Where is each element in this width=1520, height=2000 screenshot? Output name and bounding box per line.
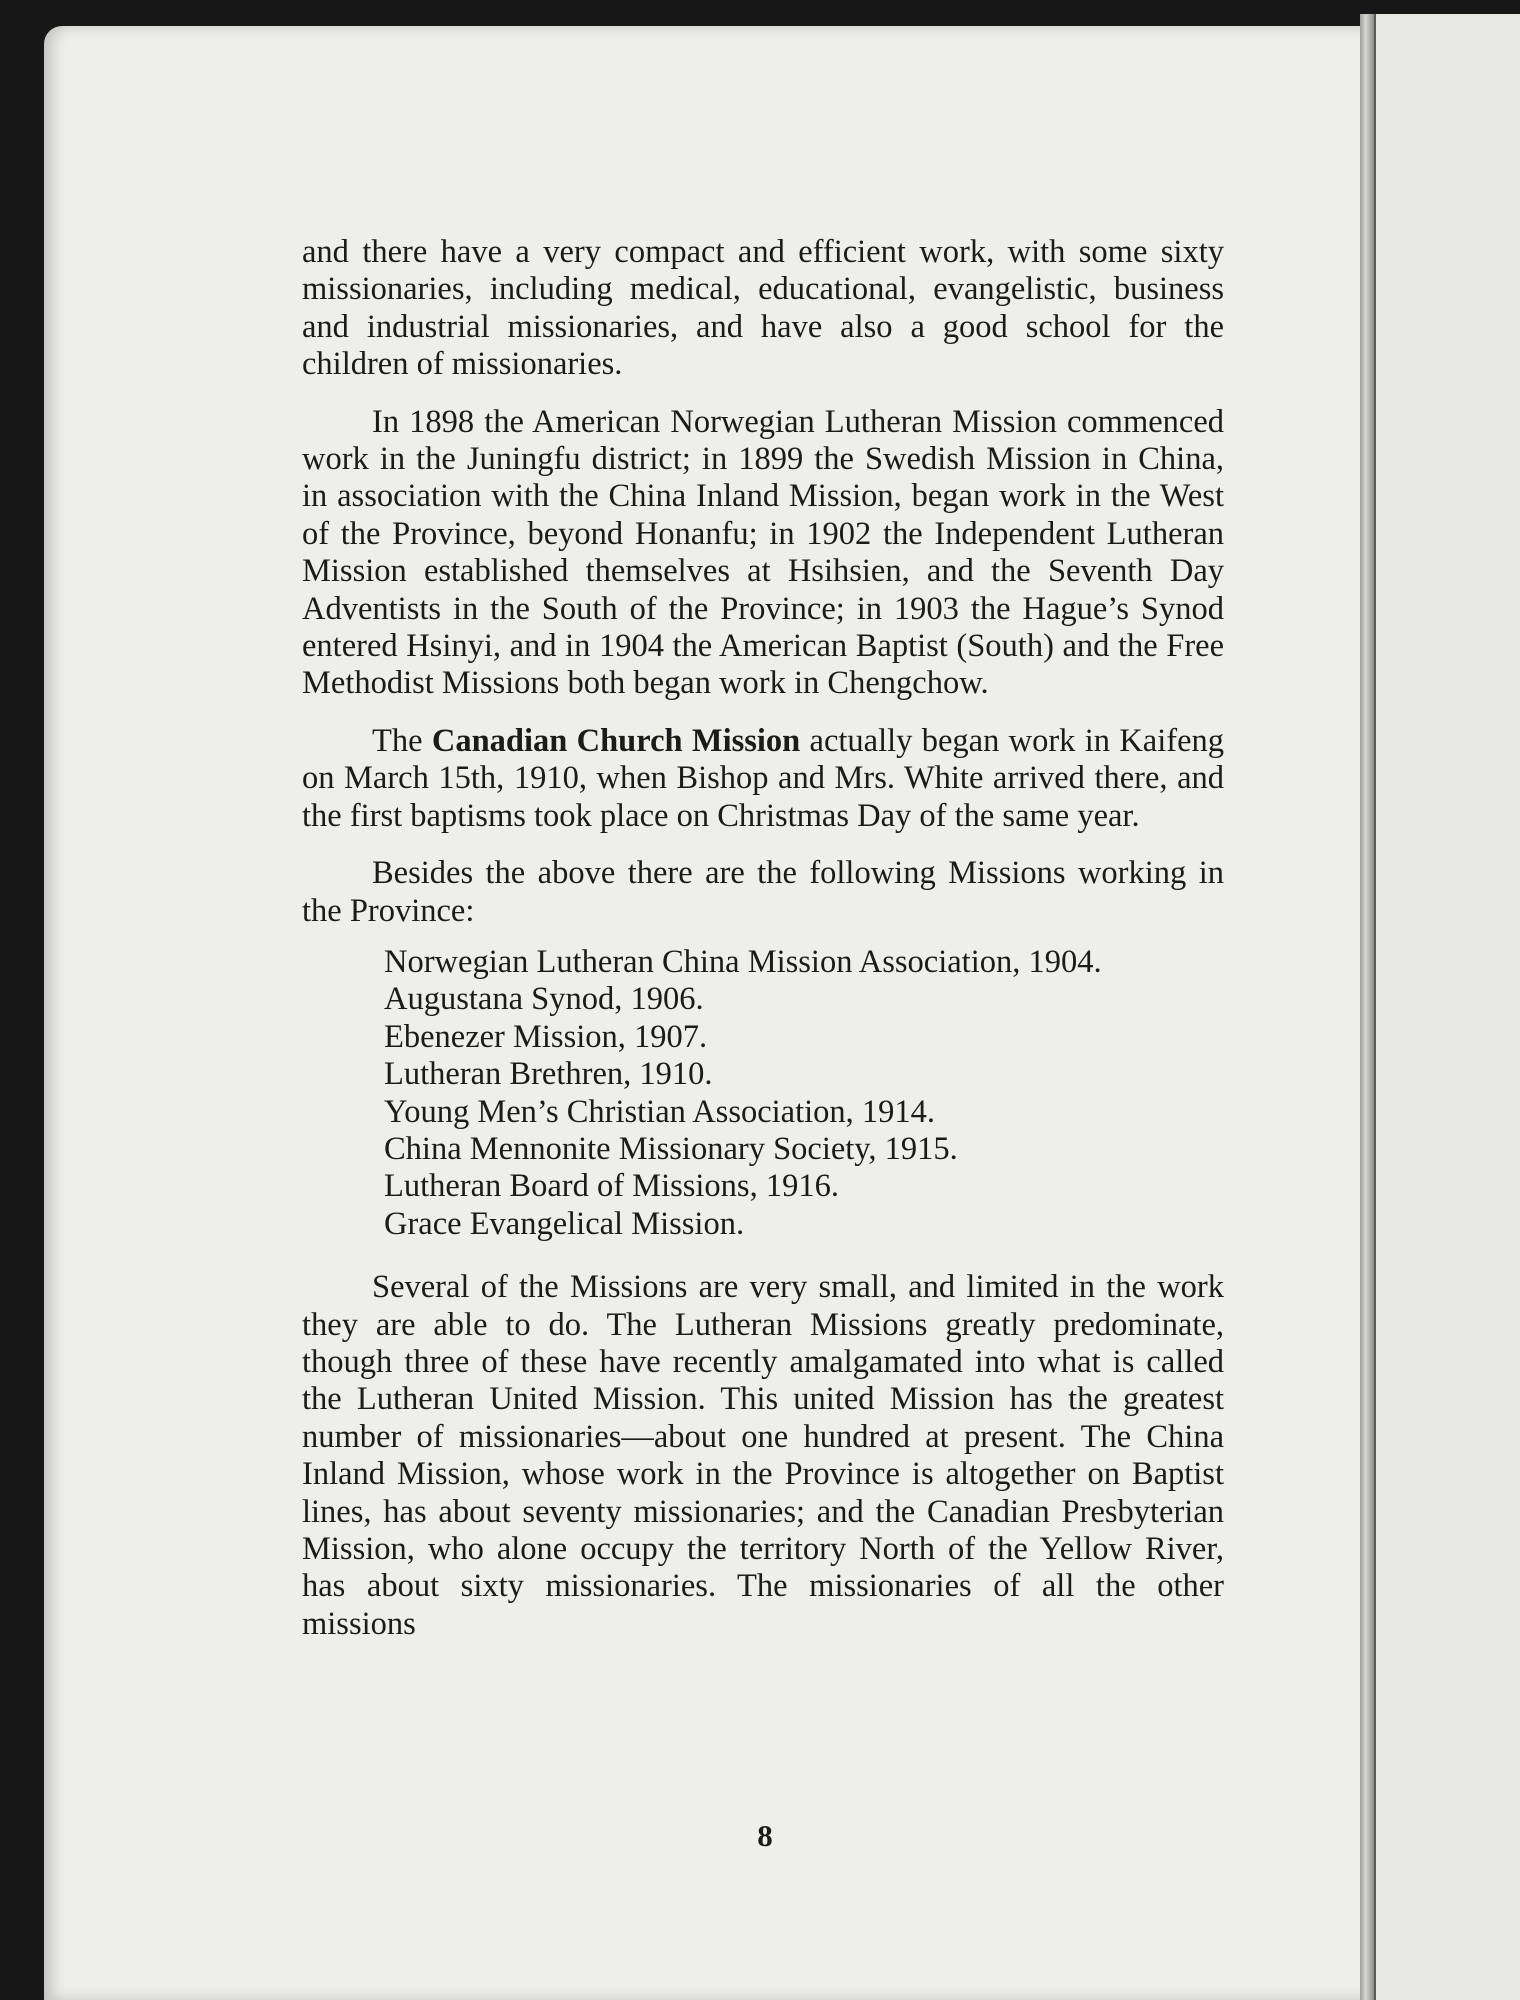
canadian-church-mission-heading: Canadian Church Mission xyxy=(431,722,801,759)
mission-list-item: Lutheran Board of Missions, 1916. xyxy=(384,1168,839,1205)
mission-list-item: Young Men’s Christian Association, 1914. xyxy=(384,1093,936,1130)
paragraph-continuation: and there have a very compact and efficient work, with some sixty missionaries, including medical, educational, evangelistic, business and industrial missionaries, and have also a good school for the children of missionaries. xyxy=(302,234,1224,383)
paragraph-canadian-church-mission xyxy=(302,723,1224,835)
facing-page-edge xyxy=(1374,14,1520,2000)
mission-list-item: Norwegian Lutheran China Mission Association, 1904. xyxy=(384,943,1102,980)
paragraph-mission-sizes: Several of the Missions are very small, and limited in the work they are able to do. The Lutheran Missions greatly predominate, though three of these have recently amalgamated into what is called the Lutheran United Mission. This united Mission has the greatest number of missionaries—about one hundred at present. The China Inland Mission, whose work in the Province is altogether on Baptist lines, has about seventy missionaries; and the Canadian Presbyterian Mission, who alone occupy the territory North of the Yellow River, has about sixty missionaries. The missionaries of all the other missions xyxy=(302,1269,1224,1642)
mission-list-item: Ebenezer Mission, 1907. xyxy=(384,1018,708,1055)
paragraph-following-missions: Besides the above there are the following Missions working in the Province: xyxy=(302,855,1224,929)
mission-list-item: China Mennonite Missionary Society, 1915. xyxy=(384,1130,958,1167)
mission-list-item: Augustana Synod, 1906. xyxy=(384,981,704,1018)
missions-list xyxy=(302,944,1224,1243)
page-body-text xyxy=(302,234,1224,1663)
mission-list-item: Grace Evangelical Mission. xyxy=(384,1205,745,1242)
paragraph-prefix: The xyxy=(372,722,432,759)
mission-list-item: Lutheran Brethren, 1910. xyxy=(384,1056,713,1093)
paragraph-body: actually began work in Kaifeng on March 15th, 1910, when Bishop and Mrs. White arrived there, and the first baptisms took place on Christmas Day of the same year. xyxy=(302,722,1224,834)
page-number: 8 xyxy=(757,1818,773,1853)
book-gutter xyxy=(1360,14,1374,2000)
paragraph-mission-history: In 1898 the American Norwegian Lutheran Mission commenced work in the Juningfu district; in 1899 the Swedish Mission in China, in association with the China Inland Mission, began work in the West of the Province, beyond Honanfu; in 1902 the Independent Lutheran Mission established themselves at Hsihsien, and the Seventh Day Adventists in the South of the Province; in 1903 the Hague’s Synod entered Hsinyi, and in 1904 the American Baptist (South) and the Free Methodist Missions both began work in Chengchow. xyxy=(302,403,1224,702)
